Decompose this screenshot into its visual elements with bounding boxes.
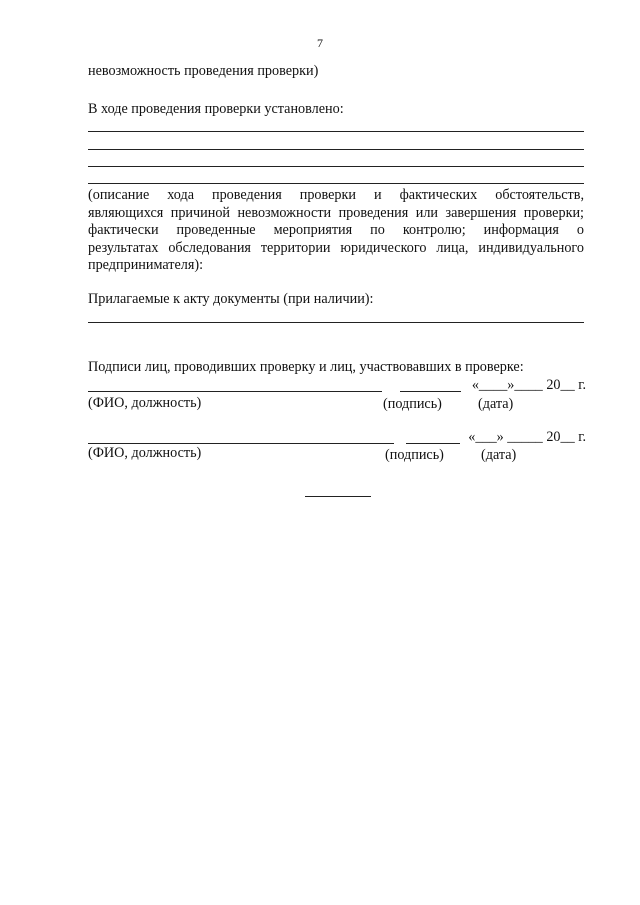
signatures-heading: Подписи лиц, проводивших проверку и лиц, участвовавших в проверке: bbox=[88, 359, 524, 375]
signature-row-1-date-label: (дата) bbox=[478, 396, 514, 412]
findings-description-line-4: результатах обследования территории юридического лица, индивидуального bbox=[88, 240, 584, 256]
end-of-document-dash bbox=[305, 496, 371, 497]
findings-description-line-2: являющихся причиной невозможности проведения или завершения проверки; bbox=[88, 205, 584, 221]
findings-description-line-5: предпринимателя): bbox=[88, 257, 204, 273]
attachments-fill-line bbox=[88, 322, 584, 323]
intro-tail-text: невозможность проведения проверки) bbox=[88, 63, 319, 79]
attachments-heading: Прилагаемые к акту документы (при наличии): bbox=[88, 291, 374, 307]
findings-fill-line-3 bbox=[88, 166, 584, 167]
signature-row-1-sign-line bbox=[400, 391, 461, 392]
signature-row-2-sign-line bbox=[406, 443, 460, 444]
findings-fill-line-2 bbox=[88, 149, 584, 150]
signature-row-2-date-label: (дата) bbox=[481, 447, 517, 463]
findings-fill-line-4 bbox=[88, 183, 584, 184]
signature-row-1-fio-label: (ФИО, должность) bbox=[88, 395, 202, 411]
signature-row-2-sign-label: (подпись) bbox=[385, 447, 444, 463]
findings-description-line-1: (описание хода проведения проверки и фактических обстоятельств, bbox=[88, 187, 584, 203]
findings-heading: В ходе проведения проверки установлено: bbox=[88, 101, 344, 117]
signature-row-2-fio-label: (ФИО, должность) bbox=[88, 445, 202, 461]
page-number: 7 bbox=[317, 36, 323, 50]
signature-row-1 bbox=[88, 376, 586, 394]
findings-fill-line-1 bbox=[88, 131, 584, 132]
signature-row-2-date: «___» _____ 20__ г. bbox=[468, 429, 586, 445]
signature-row-1-date: «____»____ 20__ г. bbox=[471, 377, 586, 393]
findings-description-line-3: фактически проведенные мероприятия по контролю; информация о bbox=[88, 222, 584, 238]
signature-row-1-sign-label: (подпись) bbox=[383, 396, 442, 412]
signature-row-1-fio-line bbox=[88, 391, 382, 392]
